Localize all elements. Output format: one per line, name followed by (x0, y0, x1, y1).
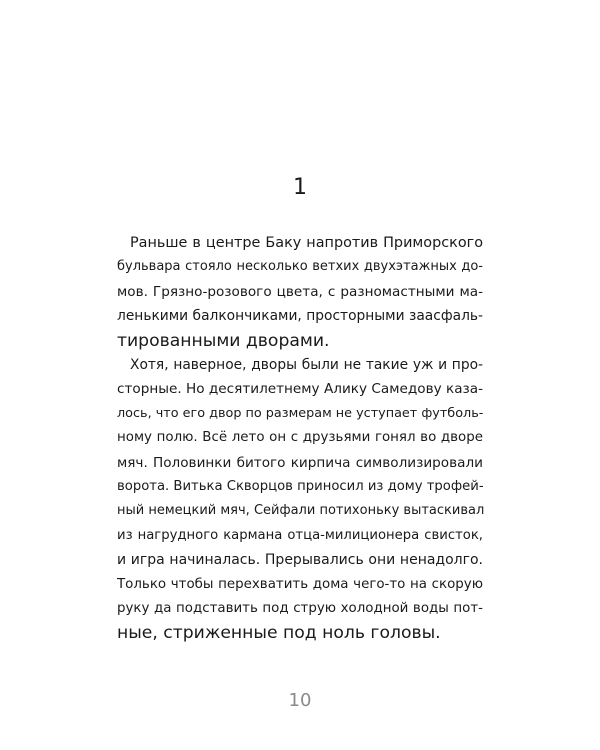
page-number: 10 (288, 690, 312, 711)
paragraph-2-line-5: мяч. Половинки битого кирпича символизировали (117, 454, 483, 471)
chapter-number: 1 (293, 175, 307, 200)
paragraph-2-line-3: лось, что его двор по размерам не уступает футболь- (117, 405, 484, 421)
paragraph-2-line-1: Хотя, наверное, дворы были не такие уж и про- (130, 357, 483, 373)
paragraph-2-line-11: руку да подставить под струю холодной воды пот- (117, 601, 483, 616)
paragraph-2-line-10: Только чтобы перехватить дома чего-то на скорую (117, 576, 483, 592)
paragraph-1-line-1: Раньше в центре Баку напротив Приморского (130, 235, 483, 251)
paragraph-1-line-3: мов. Грязно-розового цвета, с разномастными ма- (117, 283, 483, 300)
paragraph-2-line-7: ный немецкий мяч, Сейфали потихоньку вытаскивал (117, 503, 485, 519)
paragraph-1-line-5: тированными дворами. (117, 330, 330, 351)
paragraph-2-line-6: ворота. Витька Скворцов приносил из дому трофей- (117, 479, 484, 494)
paragraph-2-line-4: ному полю. Всё лето он с друзьями гонял во дворе (117, 430, 483, 446)
paragraph-1-line-2: бульвара стояло несколько ветхих двухэтажных до- (117, 259, 483, 275)
paragraph-2-line-12: ные, стриженные под ноль головы. (117, 623, 441, 644)
paragraph-1-line-4: ленькими балкончиками, просторными заасфаль- (117, 308, 483, 325)
paragraph-2-line-8: из нагрудного кармана отца-милиционера свисток, (117, 527, 483, 543)
paragraph-2-line-9: и игра начиналась. Прерывались они ненадолго. (117, 552, 483, 569)
paragraph-2-line-2: сторные. Но десятилетнему Алику Самедову каза- (117, 381, 483, 398)
